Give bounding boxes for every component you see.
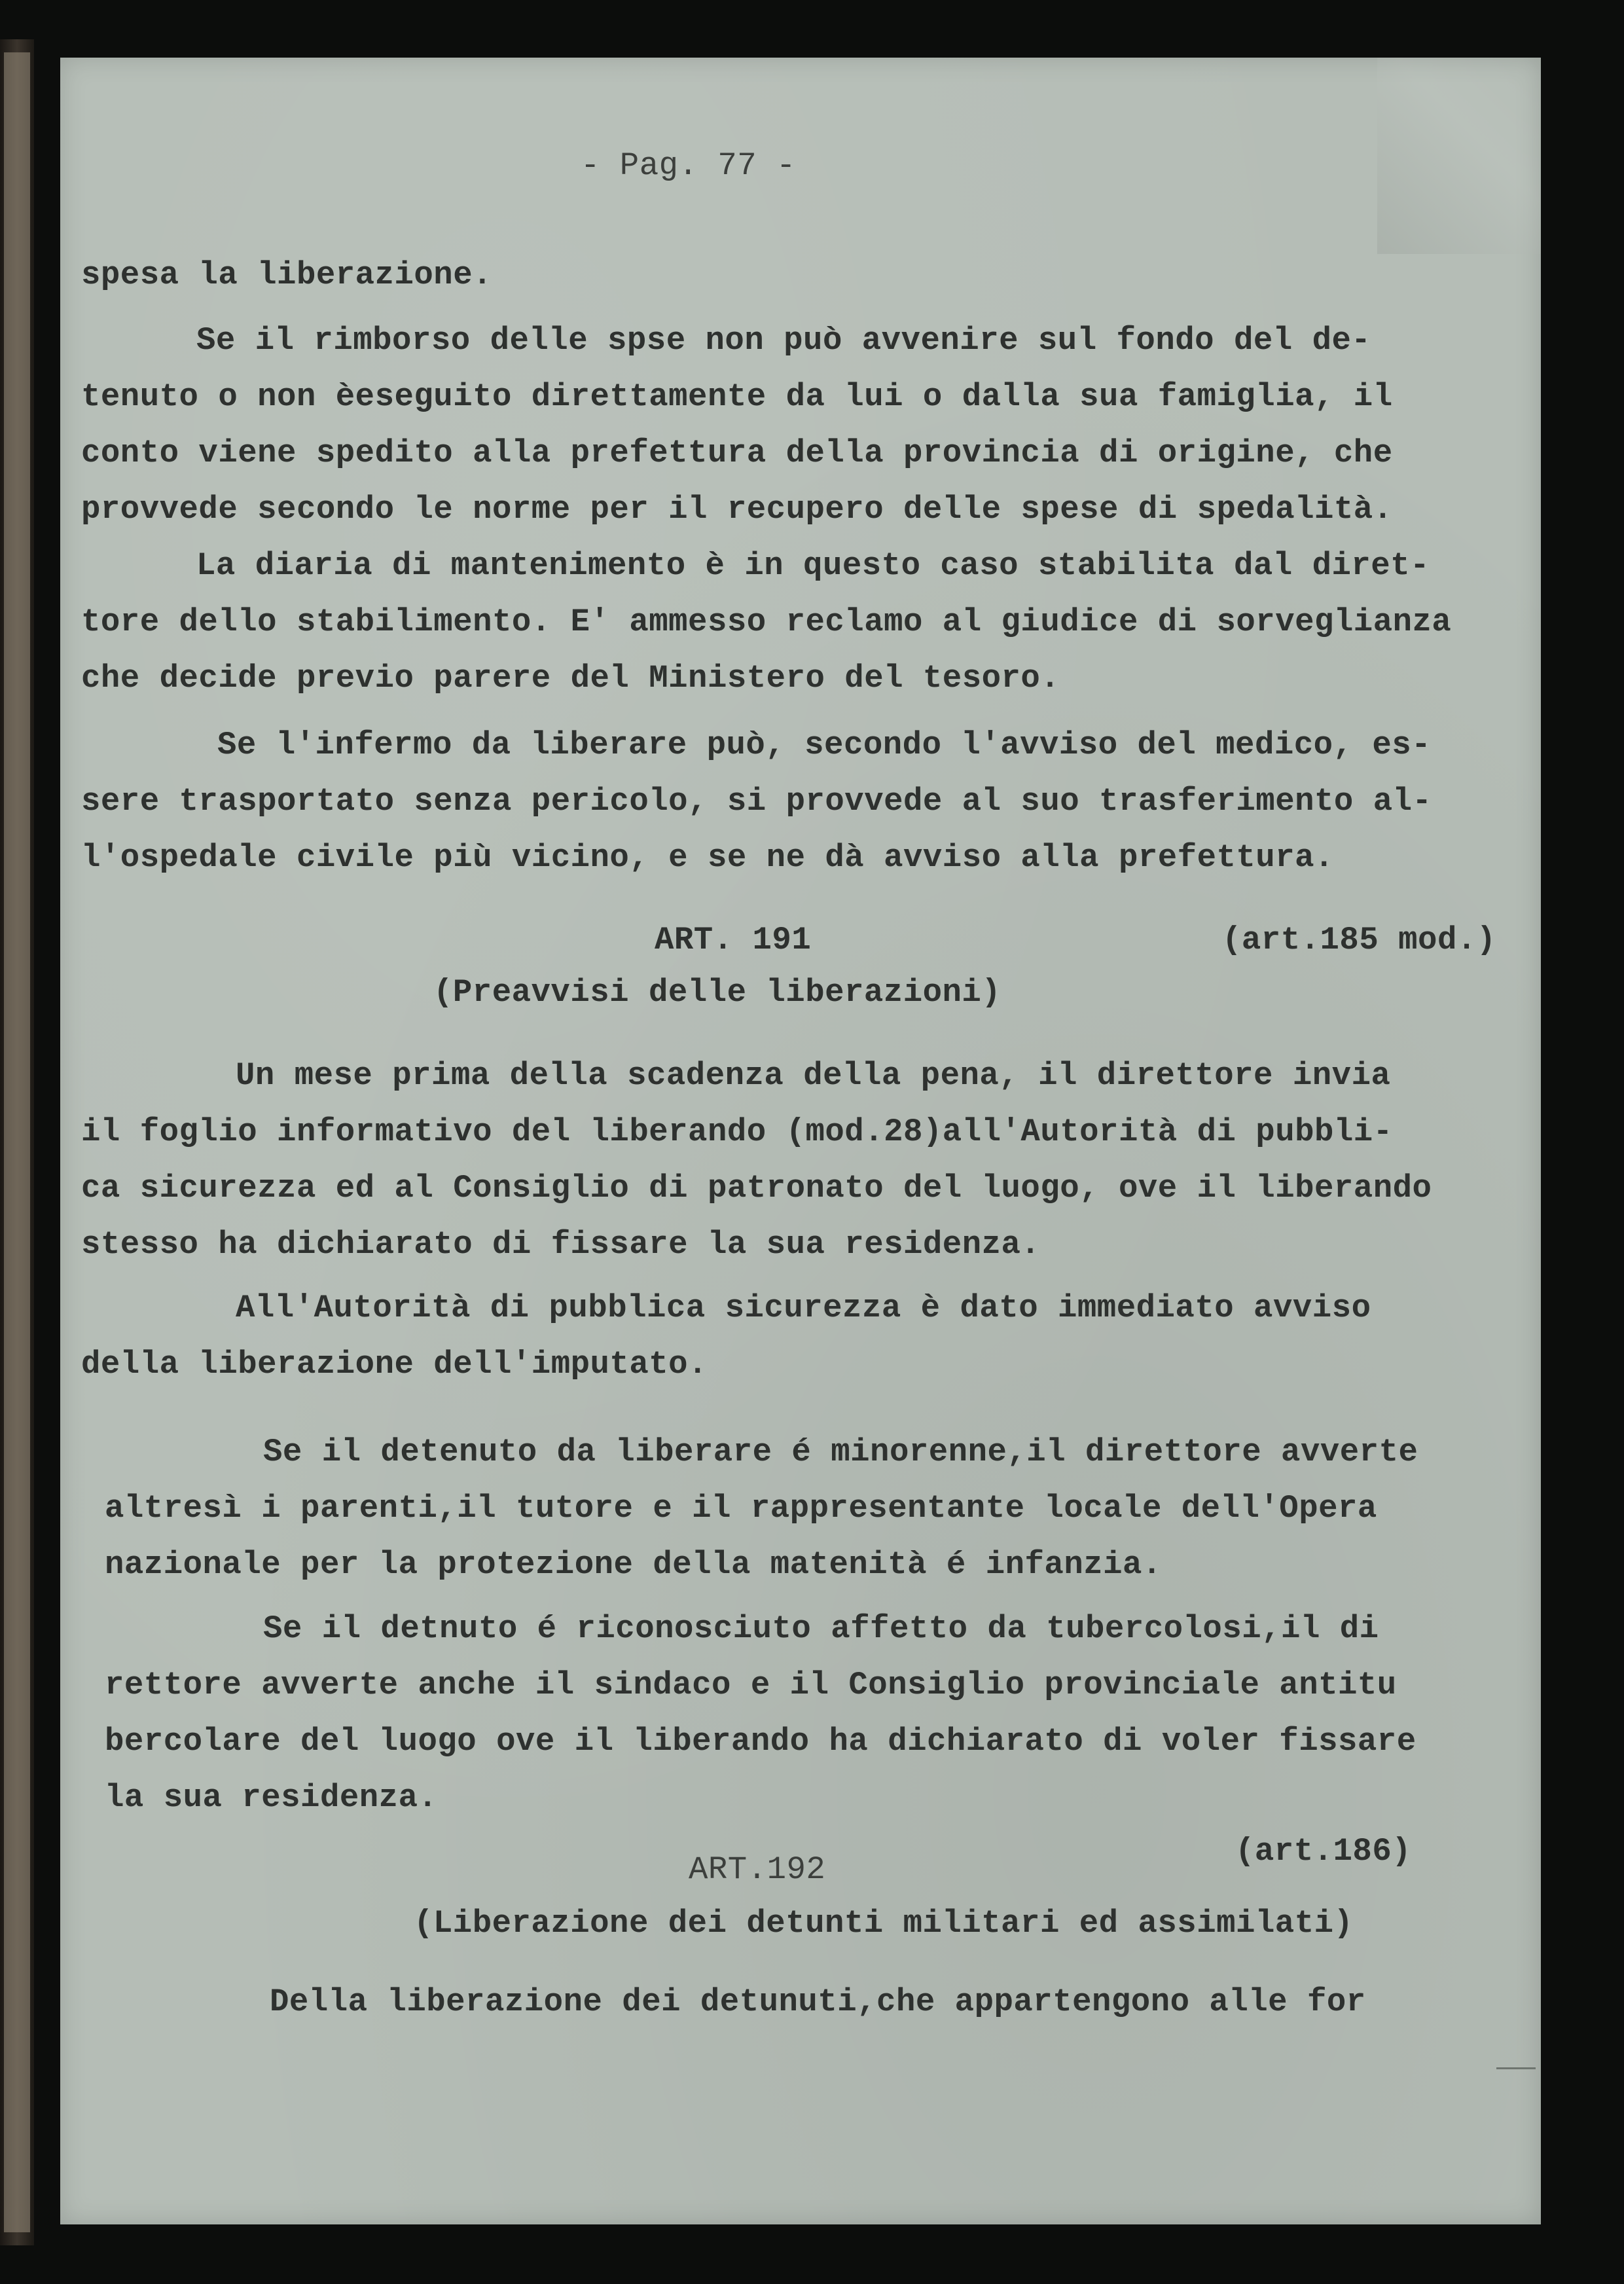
- body-line-3: tenuto o non èeseguito direttamente da lui o dalla sua famiglia, il: [81, 378, 1393, 415]
- document-page: [60, 58, 1541, 2224]
- insert-line-1: Se il detenuto da liberare é minorenne,il direttore avverte: [263, 1434, 1418, 1470]
- body-line-5: provvede secondo le norme per il recupero delle spese di spedalità.: [81, 491, 1393, 528]
- art191-line-6: della liberazione dell'imputato.: [81, 1346, 708, 1383]
- art191-line-3: ca sicurezza ed al Consiglio di patronato del luogo, ove il liberando: [81, 1170, 1432, 1206]
- body-line-4: conto viene spedito alla prefettura della provincia di origine, che: [81, 435, 1393, 471]
- art191-line-5: All'Autorità di pubblica sicurezza è dato immediato avviso: [236, 1290, 1371, 1326]
- insert-line-3: nazionale per la protezione della matenità é infanzia.: [105, 1546, 1162, 1583]
- art191-line-4: stesso ha dichiarato di fissare la sua residenza.: [81, 1226, 1041, 1263]
- insert-line-4: Se il detnuto é riconosciuto affetto da tubercolosi,il di: [263, 1610, 1379, 1647]
- body-line-9: Se l'infermo da liberare può, secondo l'avviso del medico, es-: [217, 727, 1432, 763]
- body-line-8: che decide previo parere del Ministero del tesoro.: [81, 660, 1060, 697]
- art192-heading: ART.192: [689, 1851, 826, 1888]
- insert-line-5: rettore avverte anche il sindaco e il Consiglio provinciale antitu: [105, 1667, 1397, 1703]
- insert-line-6: bercolare del luogo ove il liberando ha dichiarato di voler fissare: [105, 1723, 1416, 1760]
- body-line-6: La diaria di mantenimento è in questo caso stabilita dal diret-: [196, 547, 1430, 584]
- body-line-11: l'ospedale civile più vicino, e se ne dà avviso alla prefettura.: [81, 839, 1334, 876]
- page-number: - Pag. 77 -: [581, 147, 796, 184]
- insert-line-7: la sua residenza.: [105, 1779, 438, 1816]
- art191-line-2: il foglio informativo del liberando (mod.28)all'Autorità di pubbli-: [81, 1114, 1393, 1150]
- body-line-1: spesa la liberazione.: [81, 257, 493, 293]
- art191-reference: (art.185 mod.): [1222, 922, 1496, 958]
- art191-line-1: Un mese prima della scadenza della pena, il direttore invia: [236, 1057, 1391, 1094]
- body-last-line: Della liberazione dei detunuti,che appartengono alle for: [270, 1984, 1366, 2020]
- body-line-2: Se il rimborso delle spse non può avvenire sul fondo del de-: [196, 322, 1371, 359]
- body-line-7: tore dello stabilimento. E' ammesso reclamo al giudice di sorveglianza: [81, 604, 1452, 640]
- insert-line-2: altresì i parenti,il tutore e il rappresentante locale dell'Opera: [105, 1490, 1377, 1527]
- margin-pencil-mark: [1496, 2067, 1536, 2069]
- page-corner-fold: [1377, 58, 1541, 254]
- art192-reference: (art.186): [1235, 1833, 1412, 1870]
- art192-subtitle: (Liberazione dei detunti militari ed assimilati): [414, 1905, 1354, 1942]
- art191-subtitle: (Preavvisi delle liberazioni): [433, 974, 1001, 1011]
- art191-heading: ART. 191: [655, 922, 812, 958]
- underlying-page-edge: [4, 52, 30, 2232]
- body-line-10: sere trasportato senza pericolo, si provvede al suo trasferimento al-: [81, 783, 1432, 820]
